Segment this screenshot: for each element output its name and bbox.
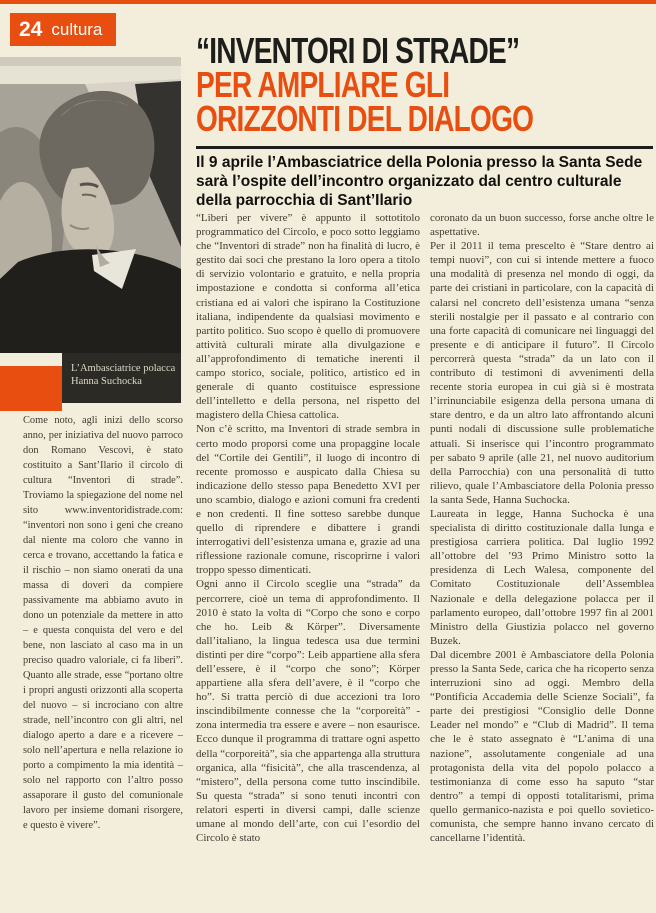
section-label: cultura — [51, 19, 103, 39]
portrait-photo — [0, 57, 181, 353]
body-column-middle — [196, 211, 420, 845]
photo-caption — [62, 353, 181, 403]
article-headline — [196, 30, 628, 139]
photo-caption-line1: L’Ambasciatrice polacca — [71, 363, 176, 374]
headline-line1: “INVENTORI DI STRADE” — [196, 30, 520, 71]
paragraph: “Liberi per vivere” è appunto il sottotitolo programmatico del Circolo, e poco sotto leggiamo che “Inventori di strade” non ha finalità di lucro, è gestito dai soci che prestano la loro opera a titolo di servizio volontario e gratuito, e nella propria impostazione e condotta si conforma all’etica cristiana ed ai valori che ispirano la Costituzione italiana, indipendente da qualsiasi movimento e partito politico. Suo scopo è quello di promuovere attività culturali mirate alla divulgazione e all’approfondimento di tematiche inerenti il campo storico, sociale, politico, artistico ed in generale di quanto costituisce espressione dell’intelletto e della persona, nel rispetto del magistero della Chiesa cattolica. — [196, 212, 420, 422]
paragraph: Come noto, agli inizi dello scorso anno, per iniziativa del nuovo parroco don Romano Vescovi, è stato costituito a Sant’Ilario il circolo di cultura “Inventori di strade”. Troviamo la spiegazione del nome nel sito www.inventoridistrade.com: “inventori non sono i geni che creano dal niente ma coloro che vanno in cerca e trovano, accettando la fatica e il rischio – non siamo onerati da una massa di doveri da compiere passivamente ma abbiamo avuto in dono un potenziale da mettere in atto – e questa conquista del vero e del bene, non lasciato al caso ma in un preciso quadro valoriale, ci fa liberi”. Quanto alle strade, esse “portano oltre i propri angusti orizzonti alla scoperta del nuovo – si incrociano con altre strade, nell’incontro con gli altri, nel dialogo aperto a dare e a ricevere – solo nell’apertura e nella relazione io porto a compimento la mia identità – solo nel rapporto con l’altro posso assaporare il gusto del comunionale lavoro per insieme domani risorgere, e questo è vivere”. — [23, 415, 183, 831]
paragraph: coronato da un buon successo, forse anche oltre le aspettative. — [430, 212, 654, 239]
top-accent-bar — [0, 0, 656, 4]
paragraph: Laureata in legge, Hanna Suchocka è una specialista di diritto costituzionale dalla lunga e prestigiosa carriera politica. Dal luglio 1992 all’ottobre del ’93 Primo Ministro sotto la presidenza di Lech Walesa, componente del Comitato Costituzionale dell’Assemblea Nazionale e della delegazione polacca per il parlamento europeo, dall’ottobre 1997 fin al 2001 Ministro della Giustizia polacco nel governo Buzek. — [430, 507, 654, 647]
headline-divider-rule — [196, 146, 653, 149]
section-badge — [10, 13, 116, 46]
paragraph: Ogni anno il Circolo sceglie una “strada” da percorrere, cioè un tema di approfondimento. Il 2010 è stato la volta di “Corpo che sono e corpo che ho. Leib & Körper”. Diversamente dall’italiano, la lingua tedesca usa due termini distinti per dire “corpo”: Leib appartiene alla sfera dell’essere, è il “corpo che sono”; Körper appartiene alla sfera dell’avere, è il “corpo che ho”. Si tratta perciò di due accezioni tra loro inscindibilmente connesse che la “corporeità” - zona intermedia tra essere e avere – non esaurisce. Ecco dunque il programma di trattare ogni aspetto della “corporeità”, sia che appartenga alla struttura organica, alla “fisicità”, che alla trascendenza, al “mistero”, della persona come tutto inscindibile. Su questa “strada” si sono tenuti incontri con relatori esperti in diversi campi, dalle scienze umane al mondo dell’arte, con cui l’esordio del Circolo è stato — [196, 578, 420, 845]
body-column-left — [23, 413, 183, 833]
portrait-photo-art — [0, 57, 181, 353]
body-column-right — [430, 211, 654, 845]
paragraph: Per il 2011 il tema prescelto è “Stare dentro ai tempi nuovi”, con cui si intende mettere a fuoco una modalità di presenza nel mondo di oggi, da parte dei cristiani in particolare, con la capacità di calarsi nel concreto dell’esistenza umana “senza sterili nostalgie per il passato e al contrario con una forte capacità di comunicare nei linguaggi del presente e di anticipare il futuro”. Il Circolo percorrerà questa “strada” da un lato con il contributo di testimoni di avvenimenti della recente storia europea in cui già si è mostrata l’irrinunciabile esigenza della persona umana di stare dentro, e da un altro lato affrontando alcuni punti nodali di discussione sulle problematiche attuali. Si inserisce qui l’incontro programmato per sabato 9 aprile (alle 21, nel nuovo auditorium della Parrocchia) con una personalità di tutto rilievo, quale l’Ambasciatore della Polonia presso la santa Sede, Hanna Suchocka. — [430, 240, 654, 506]
headline-line2: PER AMPLIARE GLI — [196, 64, 450, 105]
photo-accent-block — [0, 366, 62, 411]
paragraph: Dal dicembre 2001 è Ambasciatore della Polonia presso la Santa Sede, carica che ha ricoperto senza interruzioni sino ad oggi. Membro della “Pontificia Accademia delle Scienze Sociali”, fa parte dei prestigiosi “Consiglio delle Donne Leader nel mondo” e “Club di Madrid”. Il tema che le è stato assegnato è “L’anima di una nazione”, assolutamente congeniale ad una protagonista della vita del popolo polacco a testimonianza di come esso ha saputo “star dentro” a tempi di opposti totalitarismi, prima quello germanico-nazista e poi quello sovietico-comunista, che sempre hanno invano cercato di cancellarne l’identità. — [430, 648, 654, 845]
headline-line3: ORIZZONTI DEL DIALOGO — [196, 98, 534, 139]
photo-caption-line2: Hanna Suchocka — [71, 376, 142, 387]
page-number: 24 — [19, 17, 43, 41]
paragraph: Non c’è scritto, ma Inventori di strade sembra in certo modo proporsi come una propaggine locale del “Cortile dei Gentili”, il luogo di incontro di recente promosso e auspicato dalla Chiesa su indicazione dello stesso papa Benedetto XVI per uno scambio, dialogo e azioni comuni fra credenti e non credenti. Il fine sotteso sarebbe dunque quello di riprendere e dibattere i grandi interrogativi dell’esistenza umana e, grazie ad una riflessione razionale comune, riscoprirne i valori troppo spesso dimenticati. — [196, 423, 420, 577]
standfirst: Il 9 aprile l’Ambasciatrice della Polonia presso la Santa Sede sarà l’ospite dell’incontro organizzato dal centro culturale della parrocchia di Sant’Ilario — [196, 154, 643, 209]
